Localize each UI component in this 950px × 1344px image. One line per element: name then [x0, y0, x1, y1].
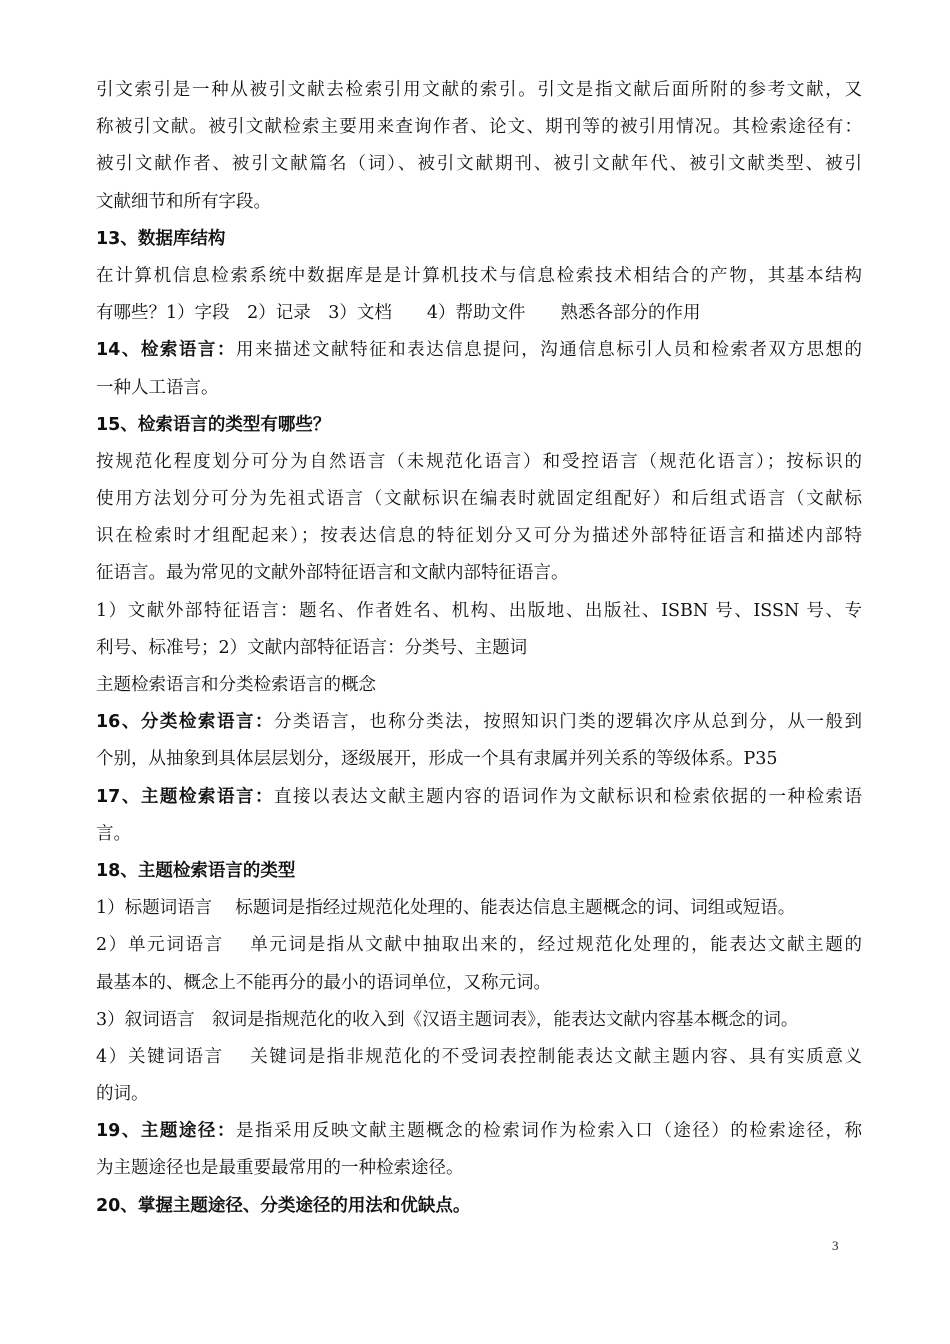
text-line: 的词。 — [96, 1084, 149, 1105]
definition-line — [96, 1113, 862, 1150]
text-line: 使用方法划分可分为先祖式语言（文献标识在编表时就固定组配好）和后组式语言（文献标 — [96, 489, 862, 510]
definition-line — [96, 332, 862, 369]
term-definition: 用来描述文献特征和表达信息提问，沟通信息标引人员和检索者双方思想的 — [235, 340, 862, 361]
text-line: 识在检索时才组配起来）；按表达信息的特征划分又可分为描述外部特征语言和描述内部特 — [96, 526, 862, 547]
text-line: 文献细节和所有字段。 — [96, 191, 271, 212]
section-heading: 13、数据库结构 — [96, 228, 226, 249]
section-heading: 15、检索语言的类型有哪些？ — [96, 414, 331, 435]
text-line: 称被引文献。被引文献检索主要用来查询作者、论文、期刊等的被引用情况。其检索途径有： — [96, 117, 862, 138]
section-heading: 20、掌握主题途径、分类途径的用法和优缺点。 — [96, 1195, 471, 1216]
text-line: 在计算机信息检索系统中数据库是是计算机技术与信息检索技术相结合的产物，其基本结构 — [96, 265, 862, 286]
text-line: 一种人工语言。 — [96, 377, 219, 398]
text-line: 利号、标准号；2）文献内部特征语言：分类号、主题词 — [96, 637, 528, 658]
term-label: 19、主题途径： — [96, 1121, 236, 1142]
text-line: 为主题途径也是最重要最常用的一种检索途径。 — [96, 1158, 464, 1179]
document-body — [96, 72, 862, 1225]
definition-line — [96, 704, 862, 741]
text-line: 4）关键词语言 关键词是指非规范化的不受词表控制能表达文献主题内容、具有实质意义 — [96, 1046, 862, 1067]
text-line: 主题检索语言和分类检索语言的概念 — [96, 675, 376, 695]
text-line: 1）标题词语言 标题词是指经过规范化处理的、能表达信息主题概念的词、词组或短语。 — [96, 898, 796, 919]
text-line: 征语言。最为常见的文献外部特征语言和文献内部特征语言。 — [96, 563, 569, 584]
section-heading: 18、主题检索语言的类型 — [96, 860, 296, 881]
text-line: 有哪些？1）字段 2）记录 3）文档 4）帮助文件 熟悉各部分的作用 — [96, 303, 701, 324]
text-line: 最基本的、概念上不能再分的最小的语词单位，又称元词。 — [96, 972, 551, 993]
term-label: 14、检索语言： — [96, 340, 236, 361]
term-label: 16、分类检索语言： — [96, 712, 275, 733]
definition-line — [96, 779, 862, 816]
text-line: 3）叙词语言 叙词是指规范化的收入到《汉语主题词表》，能表达文献内容基本概念的词。 — [96, 1009, 799, 1030]
text-line: 2）单元词语言 单元词是指从文献中抽取出来的，经过规范化处理的，能表达文献主题的 — [96, 935, 862, 956]
text-line: 个别，从抽象到具体层层划分，逐级展开，形成一个具有隶属并列关系的等级体系。P35 — [96, 749, 778, 770]
term-definition: 分类语言，也称分类法，按照知识门类的逻辑次序从总到分，从一般到 — [274, 712, 862, 733]
text-line: 被引文献作者、被引文献篇名（词）、被引文献期刊、被引文献年代、被引文献类型、被引 — [96, 154, 862, 175]
page-number: 3 — [832, 1238, 839, 1253]
text-line: 1）文献外部特征语言：题名、作者姓名、机构、出版地、出版社、ISBN 号、ISSN 号、专 — [96, 600, 862, 621]
text-line: 按规范化程度划分可分为自然语言（未规范化语言）和受控语言（规范化语言）；按标识的 — [96, 451, 862, 472]
text-line: 引文索引是一种从被引文献去检索引用文献的索引。引文是指文献后面所附的参考文献，又 — [96, 80, 862, 100]
text-line: 言。 — [96, 823, 131, 844]
term-definition: 直接以表达文献主题内容的语词作为文献标识和检索依据的一种检索语 — [274, 786, 862, 807]
term-definition: 是指采用反映文献主题概念的检索词作为检索入口（途径）的检索途径，称 — [235, 1121, 862, 1142]
term-label: 17、主题检索语言： — [96, 786, 275, 807]
